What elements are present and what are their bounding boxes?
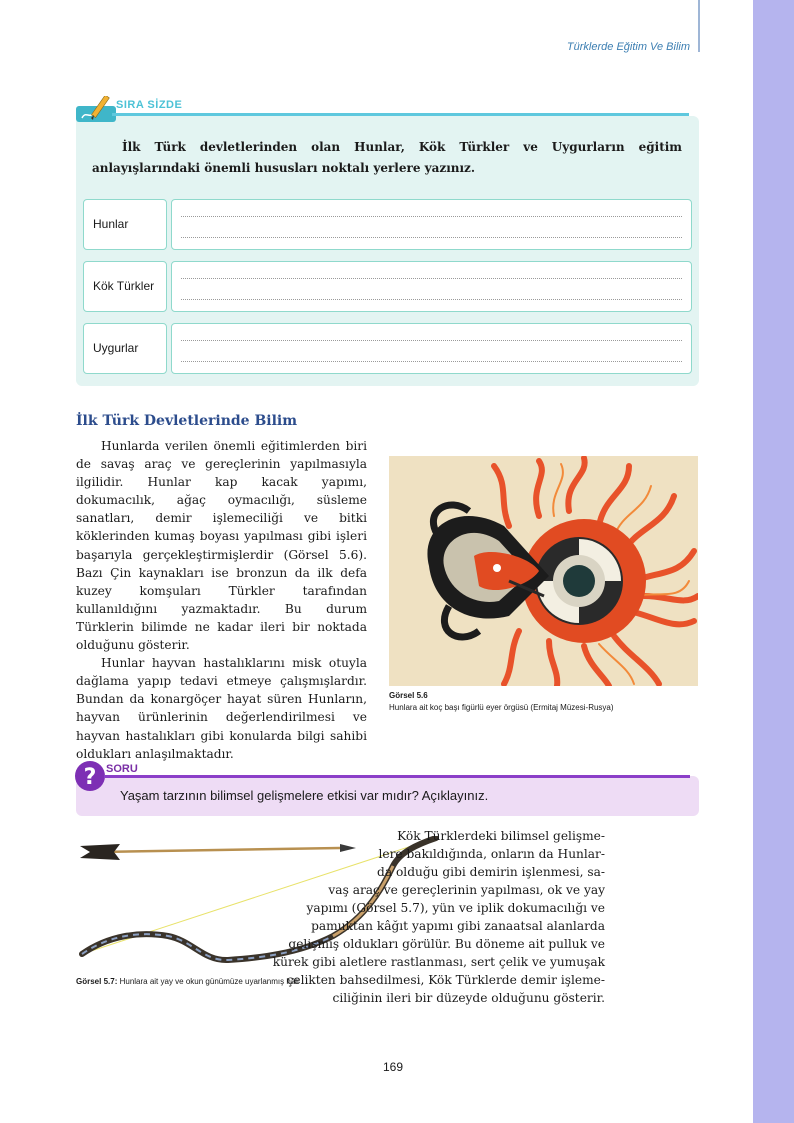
header-rule (698, 0, 700, 52)
text-line: ciliğinin ileri bir düzeyde olduğunu gösterir. (332, 991, 605, 1005)
page-header: Türklerde Eğitim Ve Bilim (566, 41, 690, 53)
paragraph: Hunlar hayvan hastalıklarını misk otuyla dağlama yapıp tedavi etmeye çalışmışlardır. Bundan da konargöçer hayat süren Hunların, hayvan ürünlerinin değerlendirilmesi ve hayvan hastalıkları gibi konularda bilgi sahibi oldukları anlaşılmaktadır. (76, 656, 367, 761)
text-line: çelikten bahsedilmesi, Kök Türklerde demir işleme- (286, 973, 605, 987)
page-number: 169 (383, 1060, 404, 1074)
text-line: lere bakıldığında, onların da Hunlar- (378, 847, 605, 861)
figure-5-7-text: Hunlara ait yay ve okun günümüze uyarlanmış hâli (119, 977, 299, 986)
row-label-uygurlar: Uygurlar (83, 323, 167, 374)
dotted-line (181, 299, 682, 300)
answer-field-hunlar[interactable] (171, 199, 692, 250)
text-line: gelişmiş oldukları görülür. Bu döneme ait pulluk ve (288, 937, 605, 951)
pencil-icon (76, 96, 118, 124)
figure-5-6-label: Görsel 5.6 (389, 691, 428, 700)
ram-head-saddle-image (389, 456, 698, 686)
text-line: pamuktan kâğıt yapımı gibi zanaatsal alanlarda (311, 919, 605, 933)
text-line: vaş araç ve gereçlerinin yapılması, ok ve yay (328, 883, 605, 897)
text-line: da olduğu gibi demirin işlenmesi, sa- (377, 865, 605, 879)
dotted-line (181, 216, 682, 217)
text-line: kürek gibi aletlere rastlanması, sert çelik ve yumuşak (272, 955, 605, 969)
svg-text:?: ? (83, 765, 97, 790)
activity-instruction: İlk Türk devletlerinden olan Hunlar, Kök Türkler ve Uygurların eğitim anlayışlarındaki önemli hususları noktalı yerlere yazınız. (92, 140, 682, 175)
section-title: İlk Türk Devletlerinde Bilim (76, 413, 298, 429)
answer-field-kok-turkler[interactable] (171, 261, 692, 312)
question-title-rule (104, 775, 690, 778)
paragraph: Hunlarda verilen önemli eğitimlerden biri de savaş araç ve gereçlerinin yapılmasıyla ilgilidir. Hunlar kap kacak yapımı, dokumacılık, ağaç oymacılığı, süsleme sanatları, demir işlemeciliği ve bitki köklerinden kumaş boyası yapılması gibi işleri başarıyla gerçekleştirmişlerdir (Görsel 5.6). Bazı Çin kaynakları ise bronzun da ilk defa kuzey komşuları Türkler tarafından kullanıldığını yazmaktadır. Bu durum Türklerin bilimde ne kadar ileri bir noktada olduğunu gösterir. (76, 439, 367, 653)
text-line: yapımı (Görsel 5.7), yün ve iplik dokumacılığı ve (306, 901, 605, 915)
answer-field-uygurlar[interactable] (171, 323, 692, 374)
side-band (753, 0, 794, 1123)
activity-title: SIRA SİZDE (116, 99, 183, 111)
figure-5-7-label: Görsel 5.7: (76, 977, 118, 986)
text-line: Kök Türklerdeki bilimsel gelişme- (397, 829, 605, 843)
wrap-paragraph (0, 827, 700, 1017)
row-label-kok-turkler: Kök Türkler (83, 261, 167, 312)
activity-title-rule (112, 113, 689, 116)
dotted-line (181, 340, 682, 341)
row-label-hunlar: Hunlar (83, 199, 167, 250)
section-body (76, 437, 367, 763)
dotted-line (181, 237, 682, 238)
dotted-line (181, 278, 682, 279)
question-mark-icon (74, 760, 106, 794)
dotted-line (181, 361, 682, 362)
question-title: SORU (106, 763, 138, 775)
figure-5-6-caption: Hunlara ait koç başı figürlü eyer örgüsü (Ermitaj Müzesi-Rusya) (389, 703, 614, 712)
question-text: Yaşam tarzının bilimsel gelişmelere etkisi var mıdır? Açıklayınız. (120, 788, 489, 803)
